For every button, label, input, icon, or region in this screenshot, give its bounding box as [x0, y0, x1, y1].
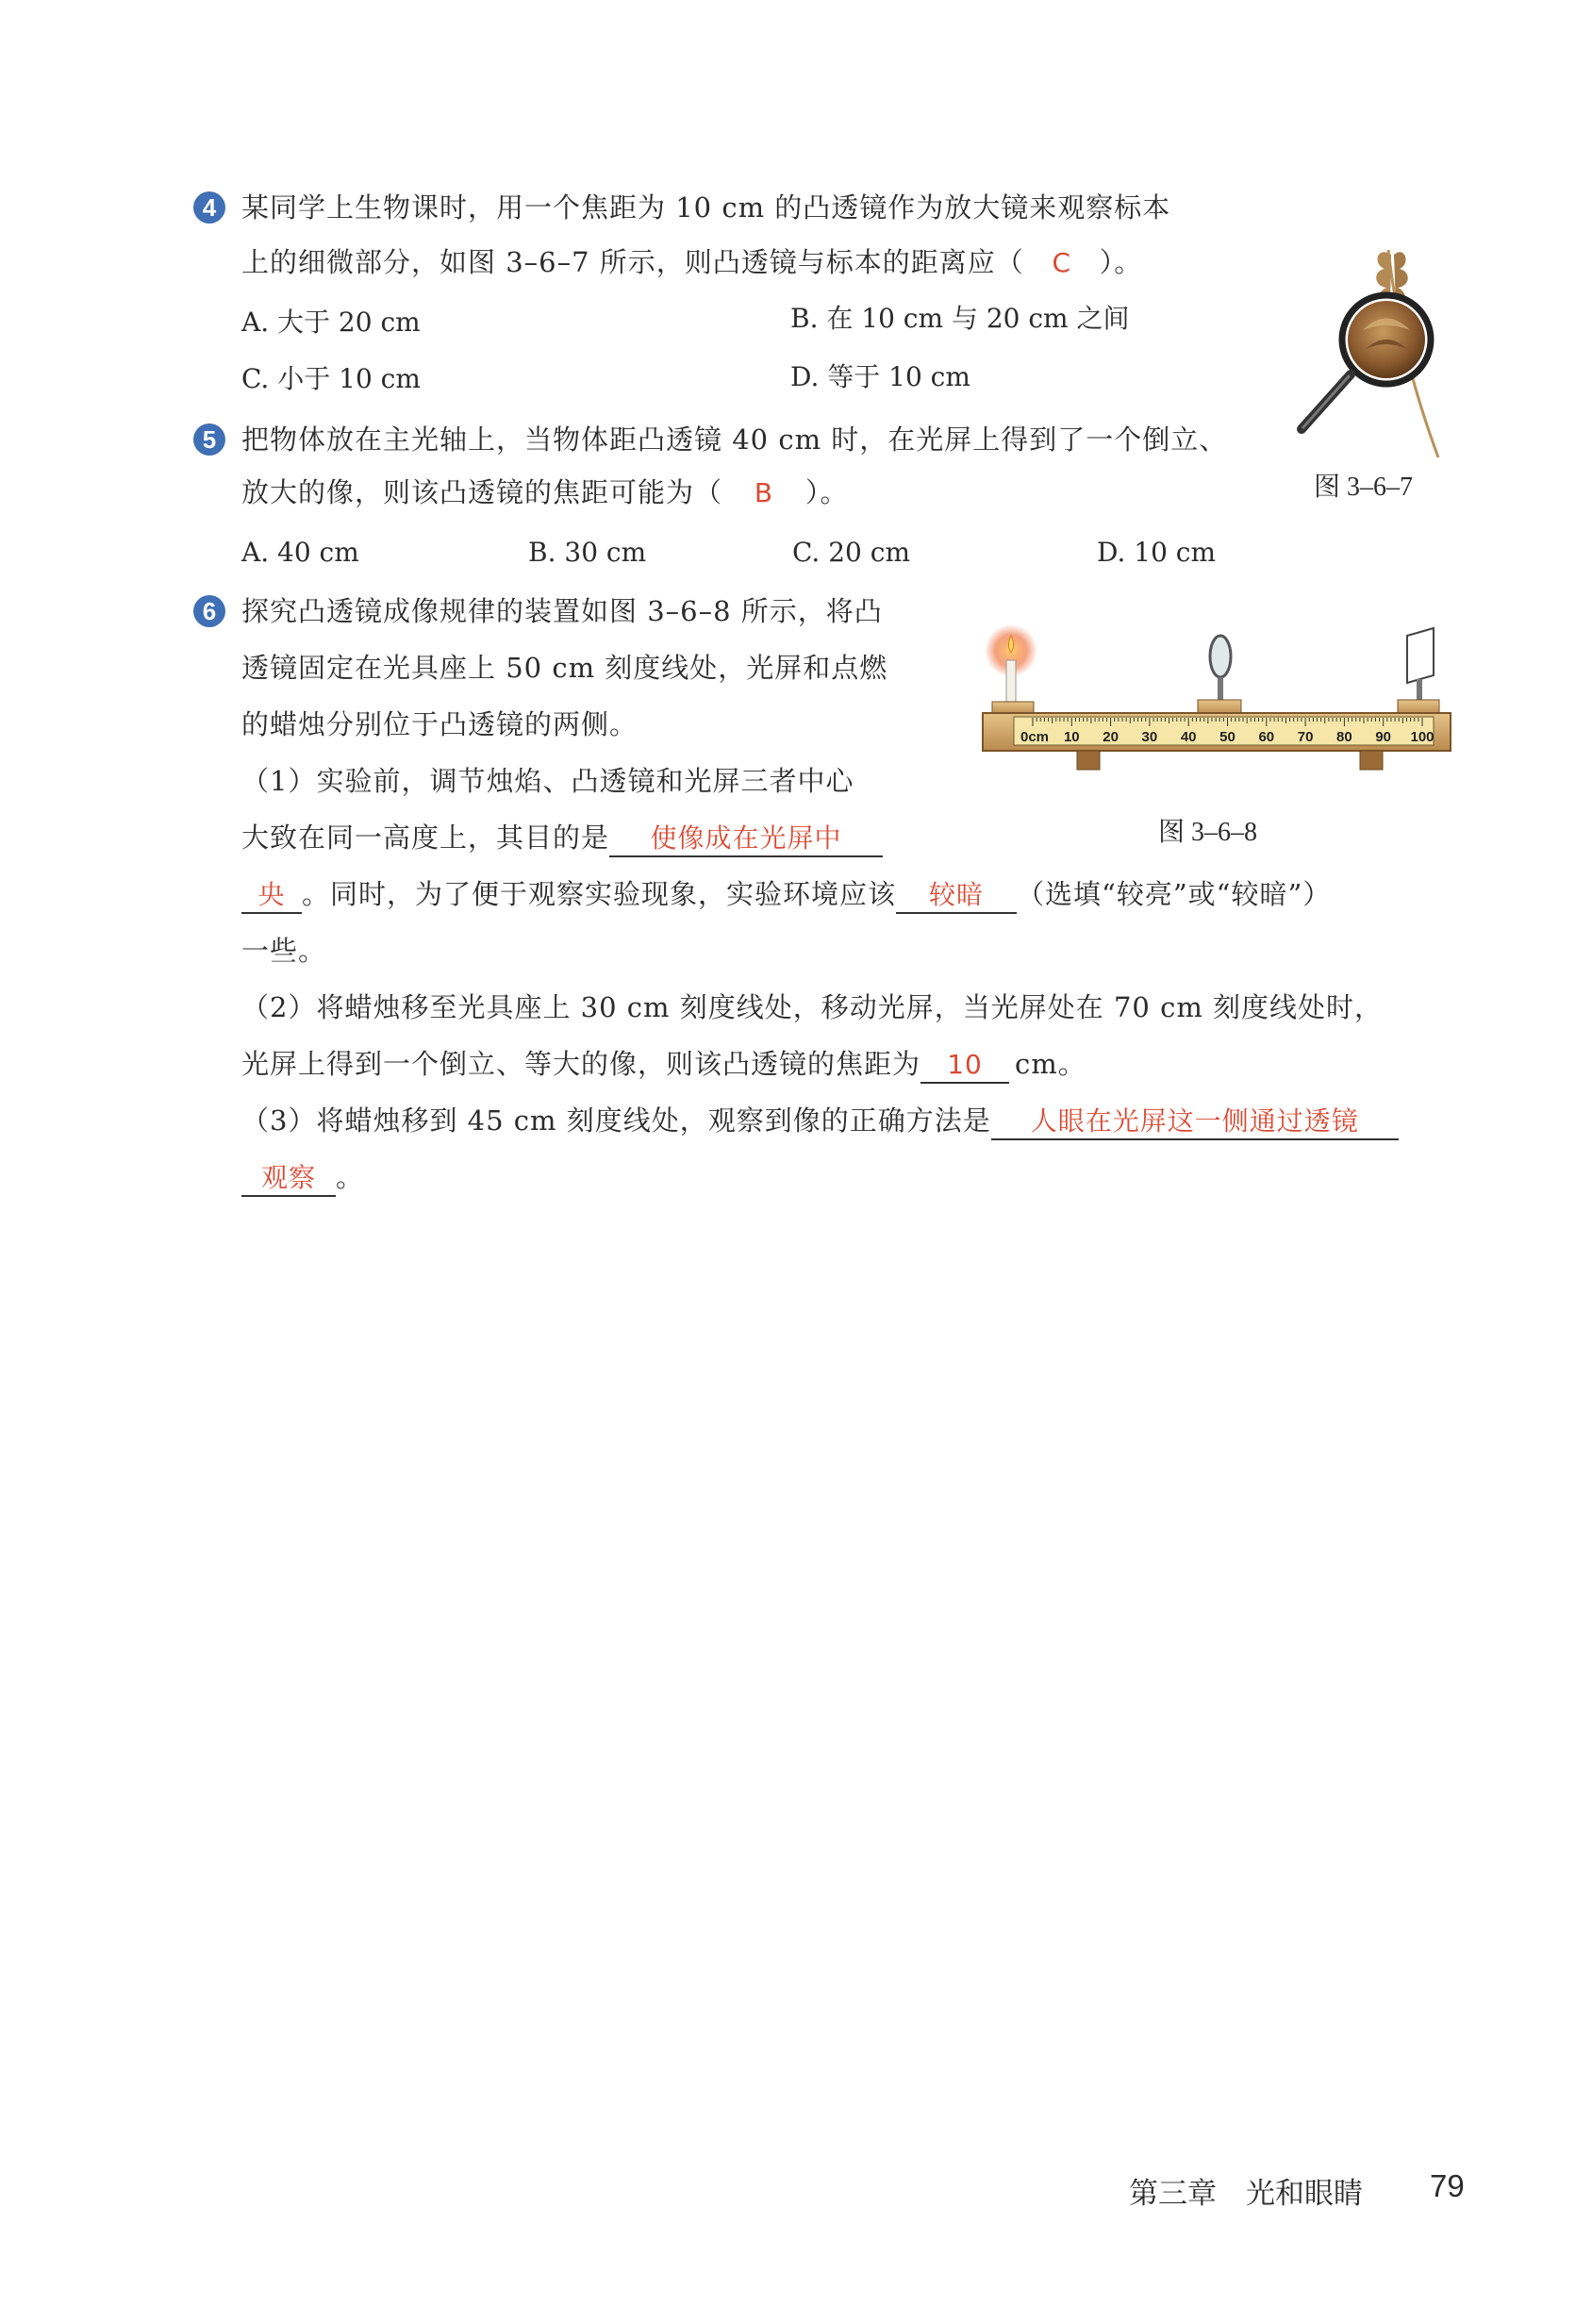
q4-line2-post: ）。 [1099, 246, 1143, 278]
q6-part3-line1-pre: （3）将蜡烛移到 45 cm 刻度线处，观察到像的正确方法是 [241, 1104, 991, 1137]
q5-line2-pre: 放大的像，则该凸透镜的焦距可能为（ [241, 476, 723, 508]
q6-part3-line2 [241, 1158, 364, 1197]
q5-option-c: C. 20 cm [792, 537, 910, 568]
q6-part3-line2-post: 。 [336, 1161, 365, 1193]
ruler-label: 20 [1103, 729, 1119, 745]
ruler-label: 80 [1336, 729, 1352, 745]
q6-part2-line1: （2）将蜡烛移至光具座上 30 cm 刻度线处，移动光屏，当光屏处在 70 cm 刻度线处时， [241, 991, 1384, 1023]
q5-line2-post: ）。 [805, 476, 849, 508]
q6-part1-line3-mid: 。同时，为了便于观察实验现象，实验环境应该 [302, 878, 897, 910]
q5-answer: B [754, 477, 774, 508]
q5-option-b: B. 30 cm [528, 537, 647, 568]
q6-part1-line3-post: （选填“较亮”或“较暗”） [1017, 878, 1332, 910]
q6-part2-line2-post: cm。 [1015, 1048, 1086, 1080]
q6-part1-line3 [241, 875, 1331, 914]
q4-line2-pre: 上的细微部分，如图 3–6–7 所示，则凸透镜与标本的距离应（ [241, 246, 1024, 278]
q6-answer-method-a: 人眼在光屏这一侧通过透镜 [991, 1104, 1399, 1140]
q4-line2 [241, 243, 1142, 282]
ruler-label: 0cm [1020, 729, 1050, 745]
q5-option-a: A. 40 cm [241, 537, 359, 568]
q6-answer-environment: 较暗 [896, 878, 1017, 914]
question-number-4: 4 [193, 191, 225, 224]
q5-option-d: D. 10 cm [1097, 537, 1217, 568]
q6-answer-focal-length: 10 [920, 1048, 1009, 1084]
q5-line1: 把物体放在主光轴上，当物体距凸透镜 40 cm 时，在光屏上得到了一个倒立、 [241, 423, 1228, 456]
q6-part1-line2 [241, 819, 883, 857]
q6-line3: 的蜡烛分别位于凸透镜的两侧。 [241, 708, 638, 740]
q4-option-d: D. 等于 10 cm [790, 361, 970, 392]
q4-answer: C [1052, 247, 1072, 278]
q6-part2-line2-pre: 光屏上得到一个倒立、等大的像，则该凸透镜的焦距为 [241, 1048, 921, 1080]
optical-bench-figure [971, 622, 1462, 811]
ruler-label: 40 [1180, 729, 1197, 745]
magnifier-wheat-figure [1283, 241, 1462, 467]
q4-option-c: C. 小于 10 cm [241, 363, 421, 394]
chapter-footer: 第三章 光和眼睛 [1129, 2177, 1363, 2211]
q6-part3-line1 [241, 1102, 1399, 1140]
figure-3-6-8-caption: 图 3–6–8 [1158, 818, 1258, 847]
ruler-label: 50 [1219, 729, 1235, 745]
ruler-label: 90 [1375, 729, 1392, 745]
question-number-6: 6 [193, 595, 225, 627]
q6-part1-line1: （1）实验前，调节烛焰、凸透镜和光屏三者中心 [241, 765, 854, 797]
q6-line2: 透镜固定在光具座上 50 cm 刻度线处，光屏和点燃 [241, 652, 888, 684]
ruler-label: 70 [1297, 729, 1314, 745]
q6-part2-line2 [241, 1045, 1086, 1084]
ruler-label: 10 [1063, 729, 1080, 745]
question-number-5: 5 [193, 423, 225, 456]
q4-option-b: B. 在 10 cm 与 20 cm 之间 [790, 303, 1130, 334]
q4-option-a: A. 大于 20 cm [241, 307, 421, 338]
ruler-label: 100 [1410, 729, 1434, 745]
q6-answer-purpose-b: 央 [241, 878, 302, 914]
q6-answer-method-b: 观察 [241, 1161, 336, 1197]
ruler-label: 30 [1141, 729, 1158, 745]
page-number: 79 [1430, 2168, 1465, 2203]
ruler-label: 60 [1258, 729, 1275, 745]
q6-answer-purpose-a: 使像成在光屏中 [609, 822, 883, 857]
q4-line1: 某同学上生物课时，用一个焦距为 10 cm 的凸透镜作为放大镜来观察标本 [241, 191, 1171, 224]
q6-part1-line4: 一些。 [241, 935, 327, 967]
figure-3-6-7-caption: 图 3–6–7 [1314, 473, 1414, 502]
q6-line1: 探究凸透镜成像规律的装置如图 3–6–8 所示，将凸 [241, 595, 883, 627]
q6-part1-line2-pre: 大致在同一高度上，其目的是 [241, 822, 610, 854]
q5-line2 [241, 473, 849, 512]
